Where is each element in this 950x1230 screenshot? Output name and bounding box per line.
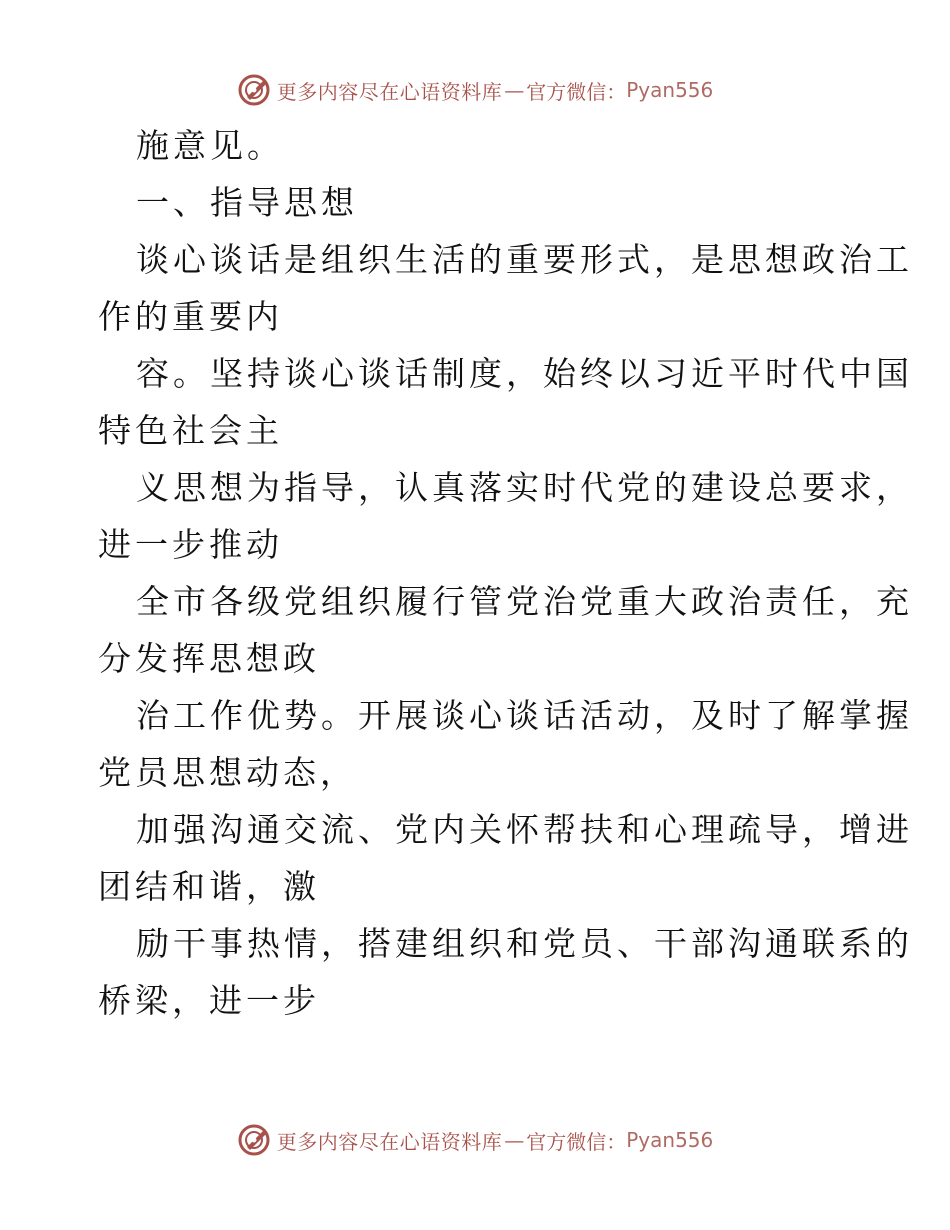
banner-contact-label: 官方微信：: [526, 79, 627, 104]
document-line: 党员思想动态，: [98, 753, 357, 792]
section-heading: 一、指导思想: [136, 183, 358, 222]
banner-contact-id: Pyan556: [626, 78, 714, 102]
document-line: 容。坚持谈心谈话制度，始终以习近平时代中国: [136, 354, 913, 393]
document-line: 进一步推动: [98, 525, 283, 564]
document-line: 分发挥思想政: [98, 639, 320, 678]
document-line: 励干事热情，搭建组织和党员、干部沟通联系的: [136, 924, 913, 963]
banner-contact-label: 官方微信：: [526, 1129, 627, 1154]
banner-separator: —: [504, 78, 525, 102]
footer-banner: [0, 1120, 950, 1160]
document-line: 桥梁，进一步: [98, 981, 320, 1020]
banner-slogan: 更多内容尽在心语资料库: [276, 79, 503, 104]
document-line: 作的重要内: [98, 297, 283, 336]
banner-contact-id: Pyan556: [626, 1128, 714, 1152]
header-banner: [0, 70, 950, 110]
banner-slogan: 更多内容尽在心语资料库: [276, 1129, 503, 1154]
document-line: 治工作优势。开展谈心谈话活动，及时了解掌握: [136, 696, 913, 735]
seal-logo-icon: [237, 1123, 271, 1157]
document-line: 团结和谐，激: [98, 867, 320, 906]
document-line: 加强沟通交流、党内关怀帮扶和心理疏导，增进: [136, 810, 913, 849]
document-line: 施意见。: [136, 126, 284, 165]
document-line: 全市各级党组织履行管党治党重大政治责任，充: [136, 582, 913, 621]
document-body: [98, 124, 913, 1036]
document-line: 谈心谈话是组织生活的重要形式，是思想政治工: [136, 240, 913, 279]
document-line: 义思想为指导，认真落实时代党的建设总要求，: [136, 468, 913, 507]
seal-logo-icon: [237, 73, 271, 107]
document-line: 特色社会主: [98, 411, 283, 450]
banner-separator: —: [504, 1128, 525, 1152]
